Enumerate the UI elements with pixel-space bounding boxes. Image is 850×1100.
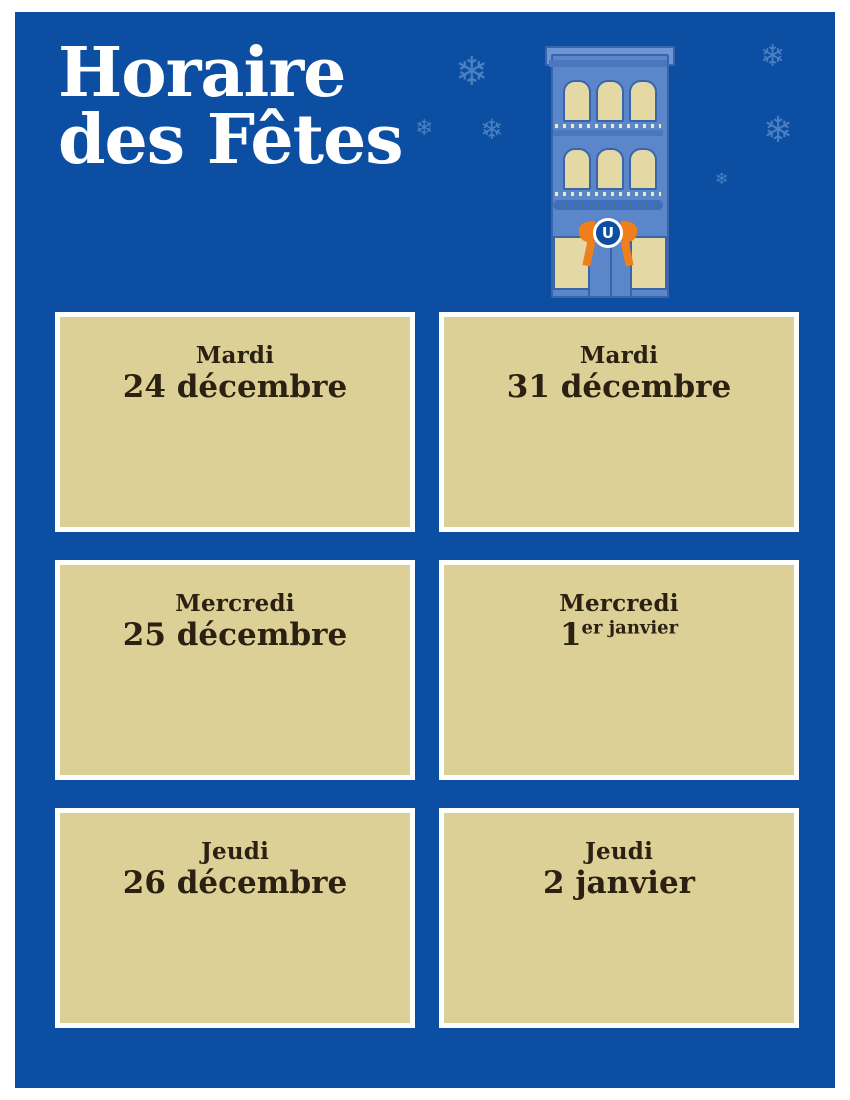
snowflake-icon: ❄ [415, 115, 434, 140]
snowflake-icon: ❄ [715, 171, 729, 188]
string-lights-icon [555, 124, 661, 128]
storefront-window [629, 148, 657, 190]
card-date [60, 864, 410, 903]
schedule-card [55, 312, 415, 532]
card-weekday: Mardi [579, 342, 659, 369]
schedule-card [55, 808, 415, 1028]
card-date-value: 1 [559, 617, 582, 654]
schedule-card [439, 808, 799, 1028]
snowflake-icon: ❄ [763, 110, 794, 150]
storefront-display-window [629, 236, 667, 290]
snowflake-icon: ❄ [760, 40, 786, 73]
card-weekday: Jeudi [200, 838, 270, 865]
storefront-window [563, 80, 591, 122]
storefront-band [553, 130, 663, 136]
card-date [444, 616, 794, 655]
card-date [60, 616, 410, 655]
page-title-line-1: Horaire [58, 33, 346, 113]
card-date-value: 31 décembre [506, 369, 732, 406]
schedule-card [439, 312, 799, 532]
brand-logo: U [593, 218, 623, 248]
storefront-window [563, 148, 591, 190]
storefront-window [629, 80, 657, 122]
card-date [444, 368, 794, 407]
page-title [58, 33, 498, 180]
snowflake-icon: ❄ [480, 115, 504, 146]
card-weekday: Mardi [195, 342, 275, 369]
page-title-line-2: des Fêtes [58, 99, 403, 180]
storefront-cornice [549, 60, 667, 67]
schedule-grid [55, 312, 799, 1028]
card-date-value: 26 décembre [122, 865, 348, 902]
storefront-illustration [543, 30, 673, 300]
schedule-card [439, 560, 799, 780]
snowflake-icon: ❄ [455, 49, 489, 94]
card-weekday: Mercredi [175, 590, 295, 617]
holiday-schedule-poster [15, 12, 835, 1088]
card-date-value: 25 décembre [122, 617, 348, 654]
card-date-value: 24 décembre [122, 369, 348, 406]
string-lights-icon [555, 192, 661, 196]
card-weekday: Jeudi [584, 838, 654, 865]
storefront-window [596, 80, 624, 122]
card-date [60, 368, 410, 407]
garland-icon [553, 200, 663, 210]
card-date-value: 2 janvier [542, 865, 696, 902]
card-date [444, 864, 794, 903]
storefront-window [596, 148, 624, 190]
card-weekday: Mercredi [559, 590, 679, 617]
card-date-suffix: er janvier [581, 617, 679, 639]
schedule-card [55, 560, 415, 780]
